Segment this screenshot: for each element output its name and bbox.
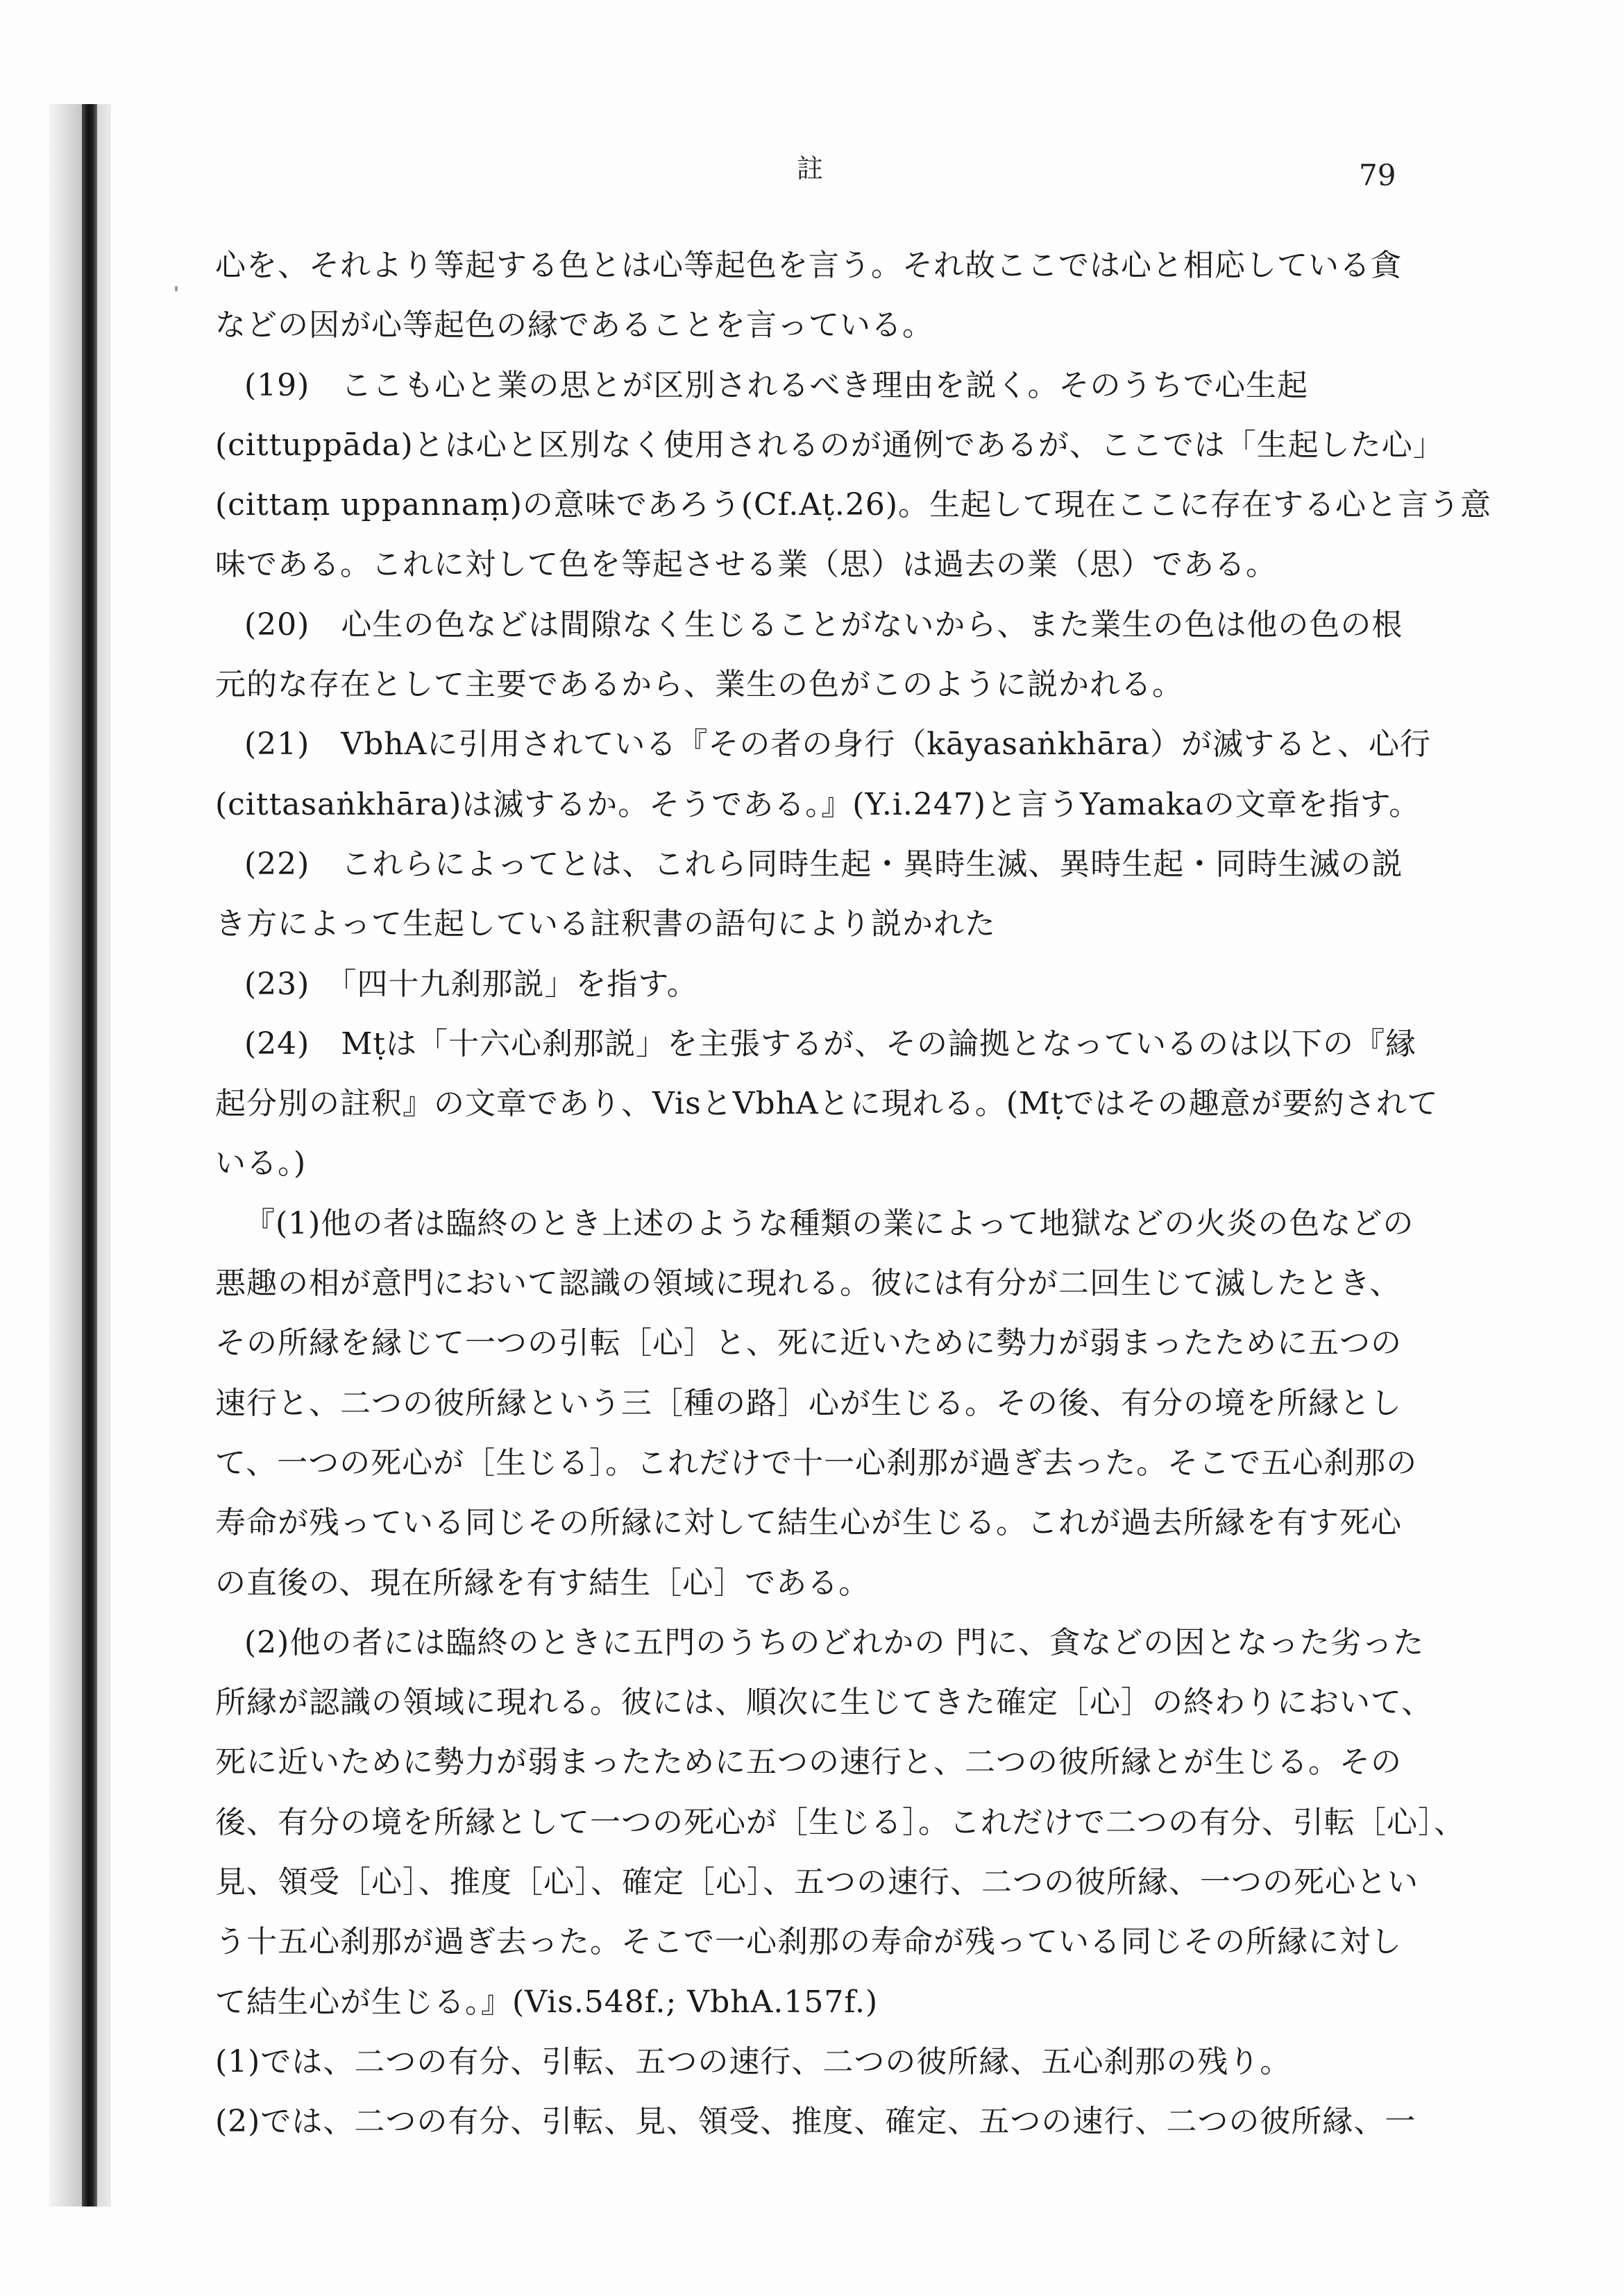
text-line: (20) 心生の色などは間隙なく生じることがないから、また業生の色は他の色の根 xyxy=(244,606,1403,643)
text-line: 見、領受［心］、推度［心］、確定［心］、五つの速行、二つの彼所縁、一つの死心とい xyxy=(215,1864,1419,1900)
scan-speck xyxy=(175,286,178,291)
text-line: (22) これらによってとは、これら同時生起・異時生滅、異時生起・同時生滅の説 xyxy=(244,846,1403,882)
text-line: 後、有分の境を所縁として一つの死心が［生じる］。これだけで二つの有分、引転［心］、 xyxy=(215,1804,1465,1840)
text-line: き方によって生起している註釈書の語句により説かれた xyxy=(215,906,996,942)
text-line: (cittaṃ uppannaṃ)の意味であろう(Cf.Aṭ.26)。生起して現在ここに存在する心と言う意 xyxy=(215,487,1492,523)
text-line: (2)他の者には臨終のときに五門のうちのどれかの 門に、貪などの因となった劣った xyxy=(244,1624,1425,1660)
text-line: の直後の、現在所縁を有す結生［心］である。 xyxy=(215,1565,870,1601)
text-line: 起分別の註釈』の文章であり、VisとVbhAとに現れる。(Mṭではその趣意が要約されて xyxy=(215,1086,1439,1122)
binding-edge xyxy=(82,104,97,2206)
text-line: 心を、それより等起する色とは心等起色を言う。それ故ここでは心と相応している貪 xyxy=(215,248,1402,283)
text-line: いる。) xyxy=(215,1146,307,1182)
binding-shadow xyxy=(49,104,111,2206)
page-number: 79 xyxy=(1359,158,1396,192)
text-line: う十五心刹那が過ぎ去った。そこで一心刹那の寿命が残っている同じその所縁に対し xyxy=(215,1924,1402,1960)
text-line: 速行と、二つの彼所縁という三［種の路］心が生じる。その後、有分の境を所縁とし xyxy=(215,1385,1402,1421)
text-line: 死に近いために勢力が弱まったために五つの速行と、二つの彼所縁とが生じる。その xyxy=(215,1744,1402,1780)
text-line: (21) VbhAに引用されている『その者の身行（kāyasaṅkhāra）が滅すると、心行 xyxy=(244,726,1432,763)
text-line: (24) Mṭは「十六心刹那説」を主張するが、その論拠となっているのは以下の『縁 xyxy=(244,1026,1417,1062)
text-line: (cittuppāda)とは心と区別なく使用されるのが通例であるが、ここでは「生起した心」 xyxy=(215,427,1444,463)
running-header: 註 xyxy=(797,153,825,184)
text-line: などの因が心等起色の縁であることを言っている。 xyxy=(215,307,933,343)
text-line: (19) ここも心と業の思とが区別されるべき理由を説く。そのうちで心生起 xyxy=(244,367,1308,403)
text-line: (23) 「四十九刹那説」を指す。 xyxy=(244,966,698,1002)
text-line: (2)では、二つの有分、引転、見、領受、推度、確定、五つの速行、二つの彼所縁、一 xyxy=(215,2104,1416,2140)
text-line: その所縁を縁じて一つの引転［心］と、死に近いために勢力が弱まったために五つの xyxy=(215,1325,1402,1361)
text-line: 元的な存在として主要であるから、業生の色がこのように説かれる。 xyxy=(215,667,1183,703)
text-line: 所縁が認識の領域に現れる。彼には、順次に生じてきた確定［心］の終わりにおいて、 xyxy=(215,1685,1433,1721)
text-line: 『(1)他の者は臨終のとき上述のような種類の業によって地獄などの火炎の色などの xyxy=(244,1205,1414,1241)
text-line: 寿命が残っている同じその所縁に対して結生心が生じる。これが過去所縁を有す死心 xyxy=(215,1505,1402,1541)
text-line: (1)では、二つの有分、引転、五つの速行、二つの彼所縁、五心刹那の残り。 xyxy=(215,2043,1292,2080)
body-text xyxy=(215,236,1492,2152)
text-line: (cittasaṅkhāra)は滅するか。そうである。』(Y.i.247)と言うYamakaの文章を指す。 xyxy=(215,786,1421,822)
text-line: 悪趣の相が意門において認識の領域に現れる。彼には有分が二回生じて滅したとき、 xyxy=(215,1266,1401,1302)
text-line: て結生心が生じる。』(Vis.548f.; VbhA.157f.) xyxy=(215,1984,879,2020)
text-line: 味である。これに対して色を等起させる業（思）は過去の業（思）である。 xyxy=(215,547,1277,583)
text-line: て、一つの死心が［生じる］。これだけで十一心刹那が過ぎ去った。そこで五心刹那の xyxy=(215,1445,1418,1481)
